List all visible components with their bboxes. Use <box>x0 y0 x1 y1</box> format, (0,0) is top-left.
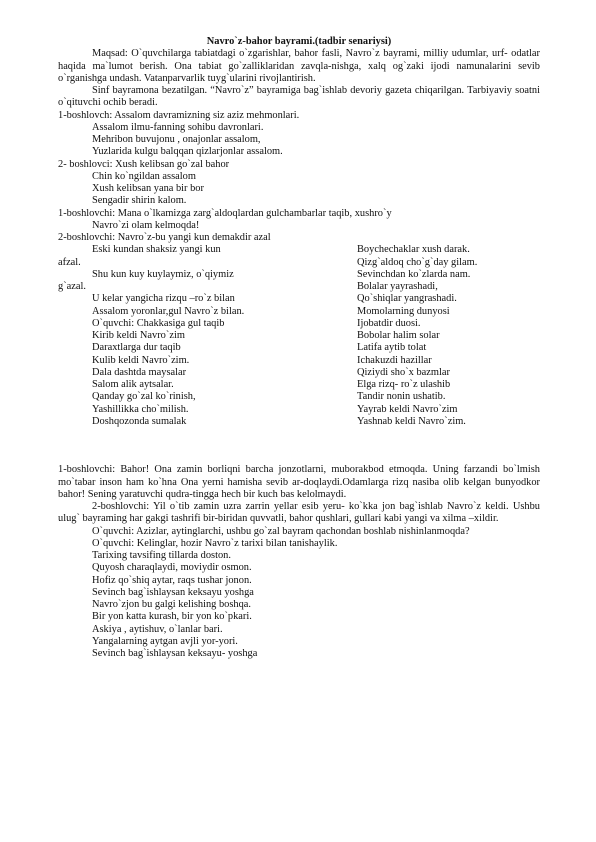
poem-right-column <box>357 244 540 428</box>
verse-line: Navro`zi olam kelmoqda! <box>92 219 200 231</box>
verse-line: afzal. <box>58 256 81 268</box>
narration-paragraph: 2-boshlovchi: Yil o`tib zamin uzra zarrin yellar esib yeru- ko`kka jon bag`ishlab Navro`z keldi. Ushbu ulug` bayraming har gakgi tashrifi bir-biridan quvvatli, bahor qushlari, gullari kabi yangi va xilma –xildir. <box>58 501 540 525</box>
verse-line: Askiya , aytishuv, o`lanlar bari. <box>92 623 223 635</box>
verse-line: Elga rizq- ro`z ulashib <box>357 379 451 390</box>
verse-line: Yayrab keldi Navro`zim <box>357 403 458 415</box>
verse-line: Doshqozonda sumalak <box>92 415 187 427</box>
verse-line: Daraxtlarga dur taqib <box>92 342 181 354</box>
verse-line: g`azal. <box>58 281 86 292</box>
verse-line: Bir yon katta kurash, bir yon ko`pkari. <box>92 611 252 623</box>
verse-line: Tarixing tavsifing tillarda doston. <box>92 550 231 561</box>
verse-line: Sengadir shirin kalom. <box>92 195 187 207</box>
verse-line: Eski kundan shaksiz yangi kun <box>92 244 221 256</box>
verse-line: Ichakuzdi hazillar <box>357 354 432 366</box>
verse-line: Sevinchdan ko`zlarda nam. <box>357 268 471 280</box>
verse-line: Sevinch bag`ishlaysan keksayu- yoshga <box>92 648 258 659</box>
verse-line: Dala dashtda maysalar <box>92 366 187 378</box>
verse-line: Latifa aytib tolat <box>357 342 427 354</box>
speaker-line: 2-boshlovchi: Navro`z-bu yangi kun demakdir azal <box>58 232 271 243</box>
verse-line: Bolalar yayrashadi, <box>357 281 438 292</box>
verse-line: Sevinch bag`ishlaysan keksayu yoshga <box>92 586 254 598</box>
question-paragraph: O`quvchi: Azizlar, aytinglarchi, ushbu go`zal bayram qachondan boshlab nishinlanmoqda? <box>92 525 470 537</box>
verse-line: Qiziydi sho`x bazmlar <box>357 366 450 378</box>
verse-line: Yangalarning aytgan avjli yor-yori. <box>92 635 238 647</box>
verse-line: Assalom yoronlar,gul Navro`z bilan. <box>92 305 245 317</box>
verse-line: Boychechaklar xush darak. <box>357 244 470 256</box>
verse-line: Tandir nonin ushatib. <box>357 391 446 403</box>
narration-paragraph: 1-boshlovchi: Bahor! Ona zamin borliqni barcha jonzotlarni, muborakbod etmoqda. Uning farzandi bo`lmish mo`tabar inson ham ko`hna Ona yerni hamisha sevib ar-doqlaydi.Odamlarga rizq nasiba olib kelgan bunyodkor bahor! Sening yaratuvchi qudra-tingga hech bir kuch bas kelolmaydi. <box>58 464 540 500</box>
verse-line: Assalom ilmu-fanning sohibu davronlari. <box>92 121 264 133</box>
verse-line: Qanday go`zal ko`rinish, <box>92 391 196 403</box>
verse-line: Qizg`aldoq cho`g`day gilam. <box>357 256 478 268</box>
intro-paragraph-goal: Maqsad: O`quvchilarga tabiatdagi o`zgarishlar, bahor fasli, Navro`z bayrami, milliy udumlar, urf- odatlar haqida ma`lumot berish. Ona tabiat go`zalliklaridan zavqla-nishga, xalq og`zaki ijodi namunalarini sevib o`rganishga undash. Vatanparvarlik tuyg`ularini rivojlantirish. <box>58 48 540 84</box>
verse-line: U kelar yangicha rizqu –ro`z bilan <box>92 293 235 305</box>
verse-line: Yashnab keldi Navro`zim. <box>357 415 466 427</box>
document-page <box>58 36 540 660</box>
verse-line: Chin ko`ngildan assalom <box>92 170 196 182</box>
speaker-line: 2- boshlovci: Xush kelibsan go`zal bahor <box>58 158 230 170</box>
verse-line: Yashillikka cho`milish. <box>92 403 189 415</box>
verse-line: Mehribon buvujonu , onajonlar assalom, <box>92 134 261 145</box>
verse-line: Hofiz qo`shiq aytar, raqs tushar jonon. <box>92 574 252 586</box>
verse-line: Xush kelibsan yana bir bor <box>92 183 204 194</box>
speaker-line: 1-boshlovchi: Mana o`lkamizga zarg`aldoqlardan gulchambarlar taqib, xushro`y <box>58 207 392 219</box>
document-title: Navro`z-bahor bayrami.(tadbir senariysi) <box>206 36 392 47</box>
verse-line: Salom alik aytsalar. <box>92 379 174 390</box>
verse-line: Momolarning dunyosi <box>357 305 450 317</box>
poem-left-column <box>58 244 350 428</box>
verse-line: Qo`shiqlar yangrashadi. <box>357 293 457 305</box>
verse-line: Quyosh charaqlaydi, moviydir osmon. <box>92 562 252 574</box>
speaker-line: 1-boshlovch: Assalom davramizning siz aziz mehmonlari. <box>58 109 300 121</box>
verse-line: O`quvchi: Chakkasiga gul taqib <box>92 317 225 329</box>
poem-two-columns <box>58 244 540 464</box>
verse-line: Navro`zjon bu galgi kelishing boshqa. <box>92 599 252 610</box>
speaker-line: O`quvchi: Kelinglar, hozir Navro`z tarixi bilan tanishaylik. <box>92 537 338 549</box>
verse-line: Ijobatdir duosi. <box>357 317 421 329</box>
verse-line: Shu kun kuy kuylaymiz, o`qiymiz <box>92 268 234 280</box>
verse-line: Yuzlarida kulgu balqqan qizlarjonlar assalom. <box>92 146 283 158</box>
verse-line: Bobolar halim solar <box>357 330 440 341</box>
intro-paragraph-setting: Sinf bayramona bezatilgan. “Navro`z” bayramiga bag`ishlab devoriy gazeta chiqarilgan. Tarbiyaviy soatni o`qituvchi ochib beradi. <box>58 85 540 109</box>
verse-line: Kulib keldi Navro`zim. <box>92 354 190 366</box>
verse-line: Kirib keldi Navro`zim <box>92 330 185 341</box>
